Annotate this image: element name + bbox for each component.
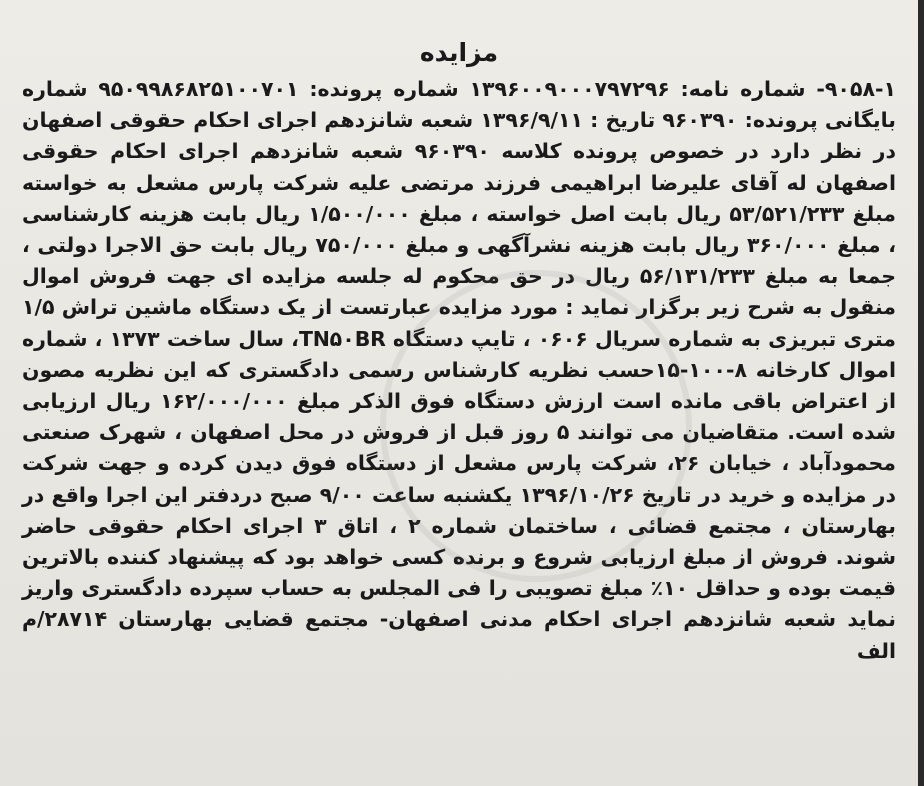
notice-body: ۹۰۵۸-۱- شماره نامه: ۱۳۹۶۰۰۹۰۰۰۷۹۷۲۹۶ شماره پرونده: ۹۵۰۹۹۸۶۸۲۵۱۰۰۷۰۱ شماره بایگانی پرونده: ۹۶۰۳۹۰ تاریخ : ۱۳۹۶/۹/۱۱ شعبه شانزدهم اجرای احکام حقوقی اصفهان در نظر دارد در خصوص پرونده کلاسه ۹۶۰۳۹۰ شعبه شانزدهم اجرای احکام حقوقی اصفهان له آقای علیرضا ابراهیمی فرزند مرتضی علیه شرکت پارس مشعل به خواسته مبلغ ۵۳/۵۲۱/۲۳۳ ریال بابت اصل خواسته ، مبلغ ۱/۵۰۰/۰۰۰ ریال بابت هزینه کارشناسی ، مبلغ ۳۶۰/۰۰۰ ریال بابت هزینه نشرآگهی و مبلغ ۷۵۰/۰۰۰ ریال بابت حق الاجرا دولتی ، جمعا به مبلغ ۵۶/۱۳۱/۲۳۳ ریال در حق محکوم له جلسه مزایده ای جهت فروش اموال منقول به شرح زیر برگزار نماید : مورد مزایده عبارتست از یک دستگاه ماشین تراش ۱/۵ متری تبریزی به شماره سریال ۰۶۰۶ ، تایپ دستگاه TN۵۰BR، سال ساخت ۱۳۷۳ ، شماره اموال کارخانه ۸-۱۰۰-۱۵حسب نظریه کارشناس رسمی دادگستری که این نظریه مصون از اعتراض باقی مانده است ارزش دستگاه فوق الذکر مبلغ ۱۶۲/۰۰۰/۰۰۰ ریال ارزیابی شده است. متقاضیان می توانند ۵ روز قبل از فروش در محل اصفهان ، شهرک صنعتی محمودآباد ، خیابان ۲۶، شرکت پارس مشعل از دستگاه فوق دیدن کرده و جهت شرکت در مزایده و خرید در تاریخ ۱۳۹۶/۱۰/۲۶ یکشنبه ساعت ۹/۰۰ صبح دردفتر این اجرا واقع در بهارستان ، مجتمع قضائی ، ساختمان شماره ۲ ، اتاق ۳ اجرای احکام حقوقی حاضر شوند. فروش از مبلغ ارزیابی شروع و برنده کسی خواهد بود که پیشنهاد کننده بالاترین قیمت بوده و حداقل ۱۰٪ مبلغ تصویبی را فی المجلس به حساب سپرده دادگستری واریز نماید شعبه شانزدهم اجرای احکام مدنی اصفهان- مجتمع قضایی بهارستان ۲۸۷۱۴/م الف (22, 77, 897, 663)
notice-title: مزایده (419, 38, 499, 67)
